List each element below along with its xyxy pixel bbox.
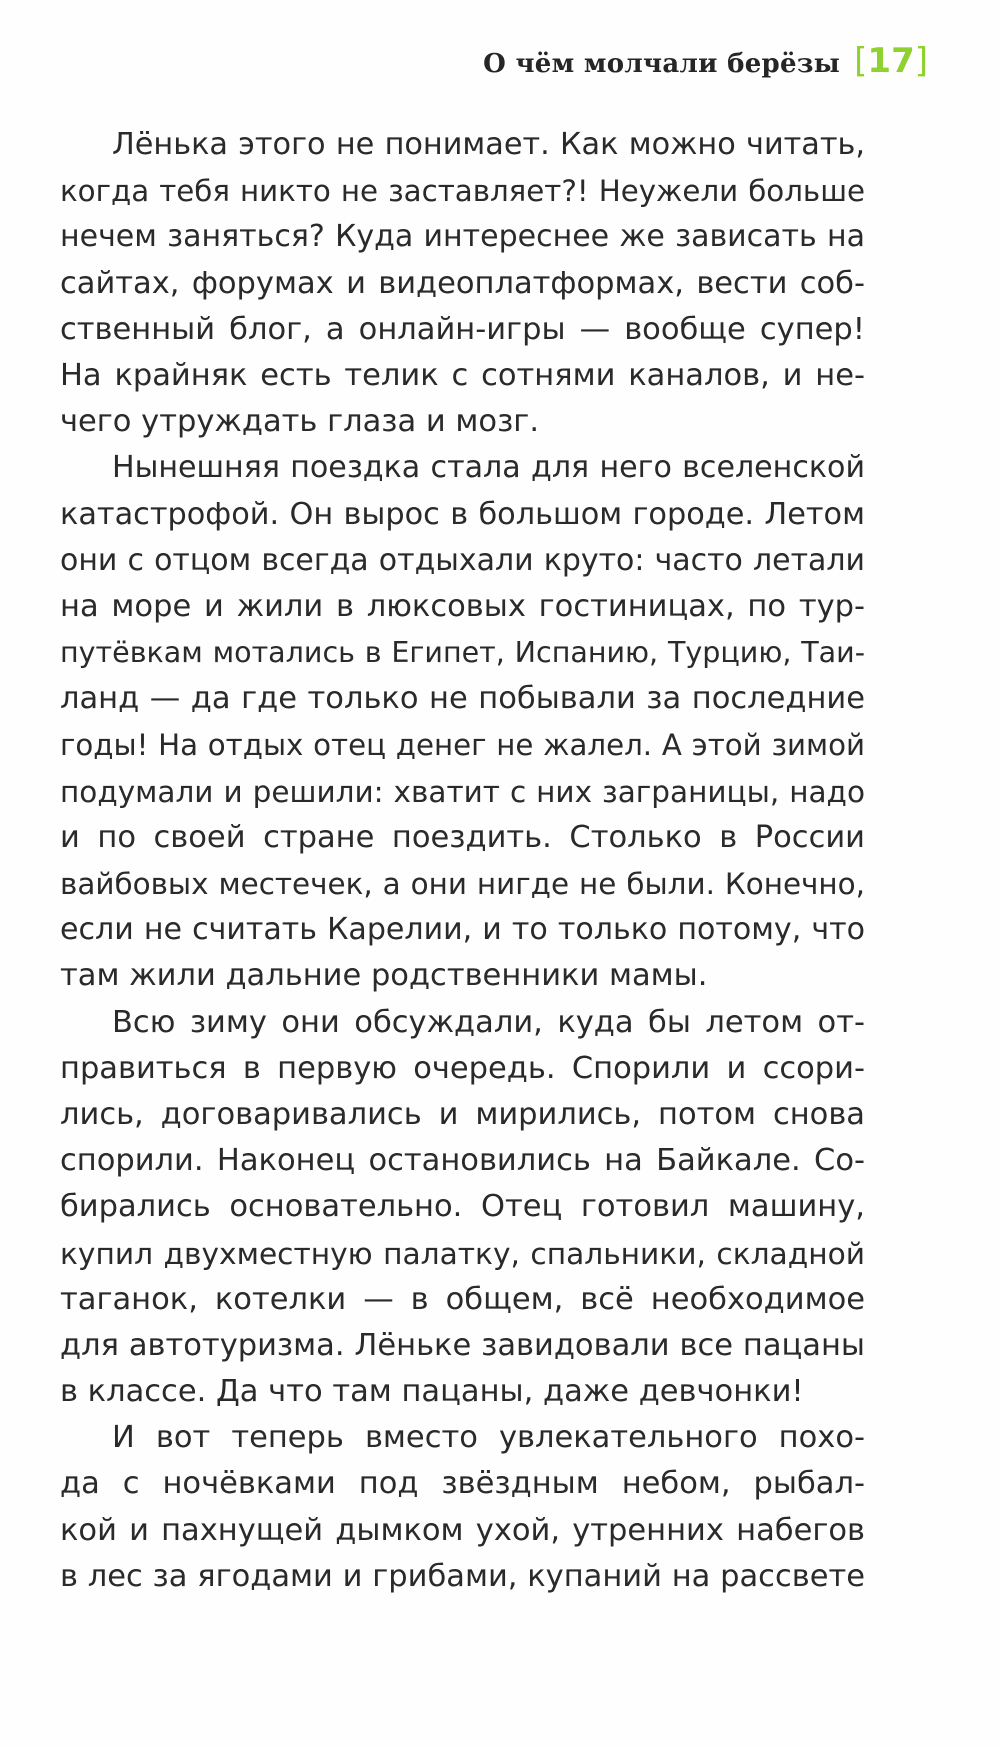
text-line: в классе. Да что там пацаны, даже девчонки! bbox=[60, 1374, 804, 1410]
text-line: в лес за ягодами и грибами, купаний на рассвете bbox=[60, 1558, 865, 1594]
text-line: На крайняк есть телик с сотнями каналов, и не- bbox=[60, 357, 865, 393]
text-line: и по своей стране поездить. Столько в России bbox=[60, 819, 865, 855]
running-head-title: О чём молчали берёзы bbox=[483, 49, 841, 79]
text-line: ланд — да где только не побывали за последние bbox=[60, 681, 865, 717]
text-line: спорили. Наконец остановились на Байкале. Со- bbox=[60, 1143, 865, 1179]
text-line: правиться в первую очередь. Спорили и ссори- bbox=[60, 1050, 865, 1086]
text-line: кой и пахнущей дымком ухой, утренних набегов bbox=[60, 1512, 865, 1548]
paragraph bbox=[60, 122, 865, 445]
running-head bbox=[483, 41, 928, 81]
text-line: ственный блог, а онлайн-игры — вообще супер! bbox=[60, 311, 865, 347]
text-line: чего утруждать глаза и мозг. bbox=[60, 404, 540, 440]
text-line: они с отцом всегда отдыхали круто: часто летали bbox=[60, 542, 865, 578]
text-line: да с ночёвками под звёздным небом, рыбал- bbox=[60, 1466, 865, 1502]
folio-open-bracket: [ bbox=[854, 41, 868, 81]
text-line: таганок, котелки — в общем, всё необходимое bbox=[60, 1281, 865, 1317]
paragraph bbox=[60, 1415, 865, 1600]
text-line: на море и жили в люксовых гостиницах, по тур- bbox=[60, 588, 865, 624]
text-line: лись, договаривались и мирились, потом снова bbox=[60, 1096, 865, 1132]
text-line: нечем заняться? Куда интереснее же зависать на bbox=[60, 219, 865, 255]
text-line: И вот теперь вместо увлекательного похо- bbox=[112, 1420, 865, 1456]
folio-close-bracket: ] bbox=[914, 41, 928, 81]
text-line: для автотуризма. Лёньке завидовали все пацаны bbox=[60, 1327, 865, 1363]
text-line: Всю зиму они обсуждали, куда бы летом от- bbox=[112, 1004, 865, 1040]
text-line: если не считать Карелии, и то только потому, что bbox=[60, 912, 865, 948]
text-line: сайтах, форумах и видеоплатформах, вести соб- bbox=[60, 265, 865, 301]
text-line: Нынешняя поездка стала для него вселенской bbox=[112, 450, 865, 486]
text-line: когда тебя никто не заставляет?! Неужели больше bbox=[60, 174, 865, 209]
paragraph bbox=[60, 1000, 865, 1416]
paragraph bbox=[60, 445, 865, 999]
text-line: вайбовых местечек, а они нигде не были. Конечно, bbox=[60, 867, 865, 901]
text-line: Лёнька этого не понимает. Как можно читать, bbox=[112, 127, 865, 162]
text-line: годы! На отдых отец денег не жалел. А этой зимой bbox=[60, 728, 865, 763]
page-number-value: 17 bbox=[867, 41, 915, 81]
text-line: купил двухместную палатку, спальники, складной bbox=[60, 1235, 865, 1271]
text-line: подумали и решили: хватит с них заграницы, надо bbox=[60, 774, 865, 809]
text-line: катастрофой. Он вырос в большом городе. Летом bbox=[60, 496, 865, 532]
body-text bbox=[60, 122, 865, 1600]
text-line: бирались основательно. Отец готовил машину, bbox=[60, 1189, 865, 1225]
text-line: там жили дальние родственники мамы. bbox=[60, 958, 708, 994]
text-line: путёвкам мотались в Египет, Испанию, Турцию, Таи- bbox=[60, 636, 865, 670]
page-number bbox=[854, 41, 928, 81]
